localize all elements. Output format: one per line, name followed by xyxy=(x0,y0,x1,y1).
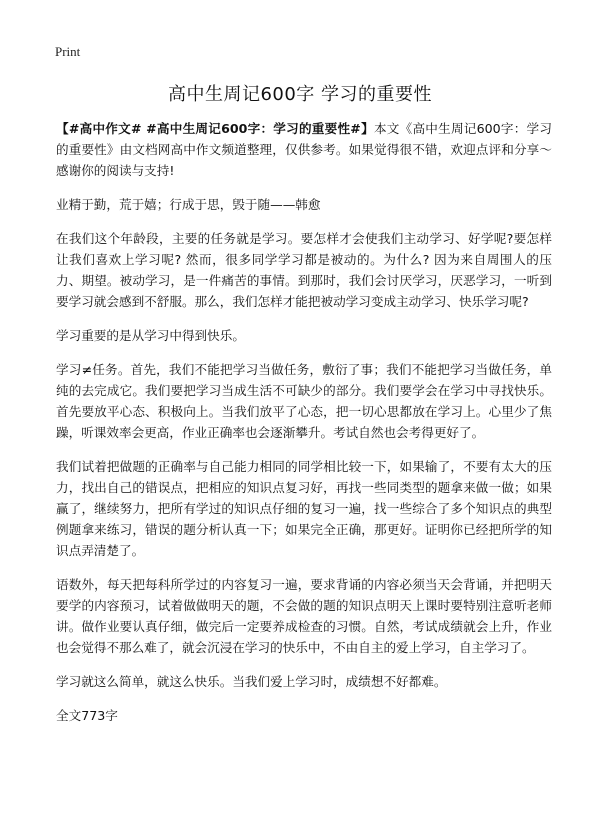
intro-tags: 【#高中作文# #高中生周记600字：学习的重要性#】 xyxy=(56,121,374,136)
intro-text: 本文《高中生周记600字：学习的重要性》由文档网高中作文频道整理，仅供参考。如果觉得很不错，欢迎点评和分享～感谢你的阅读与支持! xyxy=(56,121,552,178)
print-label: Print xyxy=(55,44,81,59)
body-paragraph-6: 学习就这么简单，就这么快乐。当我们爱上学习时，成绩想不好都难。 xyxy=(56,674,447,689)
intro-paragraph xyxy=(56,118,552,181)
body-paragraph-5: 语数外，每天把每科所学过的内容复习一遍，要求背诵的内容必须当天会背诵，并把明天要学的内容预习，试着做做明天的题，不会做的题的知识点明天上课时要特别注意听老师讲。做作业要认真仔细，做完后一定要养成检查的习惯。自然，考试成绩就会上升，作业也会觉得不那么难了，就会沉浸在学习的快乐中，不由自主的爱上学习，自主学习了。 xyxy=(56,577,552,655)
word-count: 全文773字 xyxy=(56,708,118,723)
body-paragraph-1: 在我们这个年龄段，主要的任务就是学习。要怎样才会使我们主动学习、好学呢?要怎样让我们喜欢上学习呢? 然而，很多同学学习都是被动的。为什么? 因为来自周围人的压力、期望。被动学习，是一件痛苦的事情。到那时，我们会讨厌学习，厌恶学习，一听到要学习就会感到不舒服。那么，我们怎样才能把被动学习变成主动学习、快乐学习呢? xyxy=(56,231,552,309)
body-paragraph-3: 学习≠任务。首先，我们不能把学习当做任务，敷衍了事；我们不能把学习当做任务，单纯的去完成它。我们要把学习当成生活不可缺少的部分。我们要学会在学习中寻找快乐。首先要放平心态、积极向上。当我们放平了心态，把一切心思都放在学习上。心里少了焦躁，听课效率会更高，作业正确率也会逐渐攀升。考试自然也会考得更好了。 xyxy=(56,362,552,440)
quote-paragraph: 业精于勤，荒于嬉；行成于思，毁于随——韩愈 xyxy=(56,197,321,212)
page-title: 高中生周记600字 学习的重要性 xyxy=(167,84,433,105)
body-paragraph-2: 学习重要的是从学习中得到快乐。 xyxy=(56,328,245,343)
body-paragraph-4: 我们试着把做题的正确率与自己能力相同的同学相比较一下，如果输了，不要有太大的压力，找出自己的错误点，把相应的知识点复习好，再找一些同类型的题拿来做一做；如果赢了，继续努力，把所有学过的知识点仔细的复习一遍，找一些综合了多个知识点的典型例题拿来练习，错误的题分析认真一下；如果完全正确，那更好。证明你已经把所学的知识点弄清楚了。 xyxy=(56,459,552,558)
article-body xyxy=(56,118,552,739)
